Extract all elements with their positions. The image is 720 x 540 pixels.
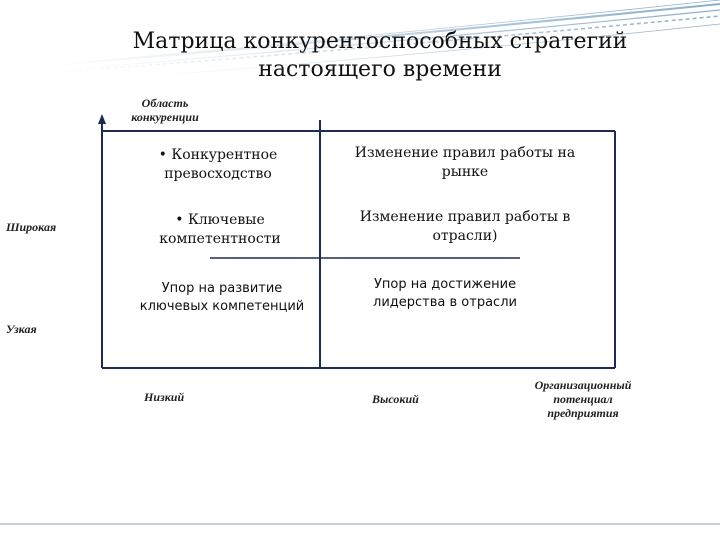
quadrant-text-line: компетентности xyxy=(159,231,281,247)
quadrant-top-left-item-2 xyxy=(110,211,330,249)
quadrant-text-line: • Конкурентное xyxy=(158,147,278,163)
y-axis-label-line-2: конкуренции xyxy=(131,110,199,124)
quadrant-top-left-item-1 xyxy=(118,146,318,184)
quadrant-text-line: Упор на развитие xyxy=(161,281,283,296)
y-axis-wide: Широкая xyxy=(6,220,57,234)
x-axis-high: Высокий xyxy=(372,392,419,406)
quadrant-text-line: превосходство xyxy=(164,166,272,182)
quadrant-text-line: • Ключевые xyxy=(175,212,265,228)
x-axis-label xyxy=(518,378,648,420)
quadrant-text-line: рынке xyxy=(441,164,489,180)
page-title xyxy=(100,28,660,84)
quadrant-bottom-right xyxy=(335,276,555,312)
y-axis-label xyxy=(120,96,210,124)
y-axis-narrow: Узкая xyxy=(6,322,37,336)
quadrant-text-line: ключевых компетенций xyxy=(139,299,305,314)
quadrant-top-right-item-2 xyxy=(330,208,600,246)
quadrant-text-line: Изменение правил работы в xyxy=(359,209,571,225)
quadrant-top-right-item-1 xyxy=(330,144,600,182)
quadrant-text-line: Упор на достижение xyxy=(373,277,517,292)
title-line-2: настоящего времени xyxy=(258,57,502,82)
quadrant-text-line: лидерства в отрасли xyxy=(373,295,517,310)
y-axis-label-line-1: Область xyxy=(141,96,189,110)
x-axis-label-line-1: Организационный xyxy=(534,378,632,392)
x-axis-label-line-2: потенциал xyxy=(553,392,613,406)
title-line-1: Матрица конкурентоспособных стратегий xyxy=(132,29,628,54)
x-axis-label-line-3: предприятия xyxy=(547,406,619,420)
x-axis-low: Низкий xyxy=(144,390,185,404)
y-axis-arrow xyxy=(98,114,106,124)
quadrant-text-line: Изменение правил работы на xyxy=(354,145,576,161)
quadrant-bottom-left xyxy=(112,280,332,316)
quadrant-text-line: отрасли) xyxy=(432,228,498,244)
